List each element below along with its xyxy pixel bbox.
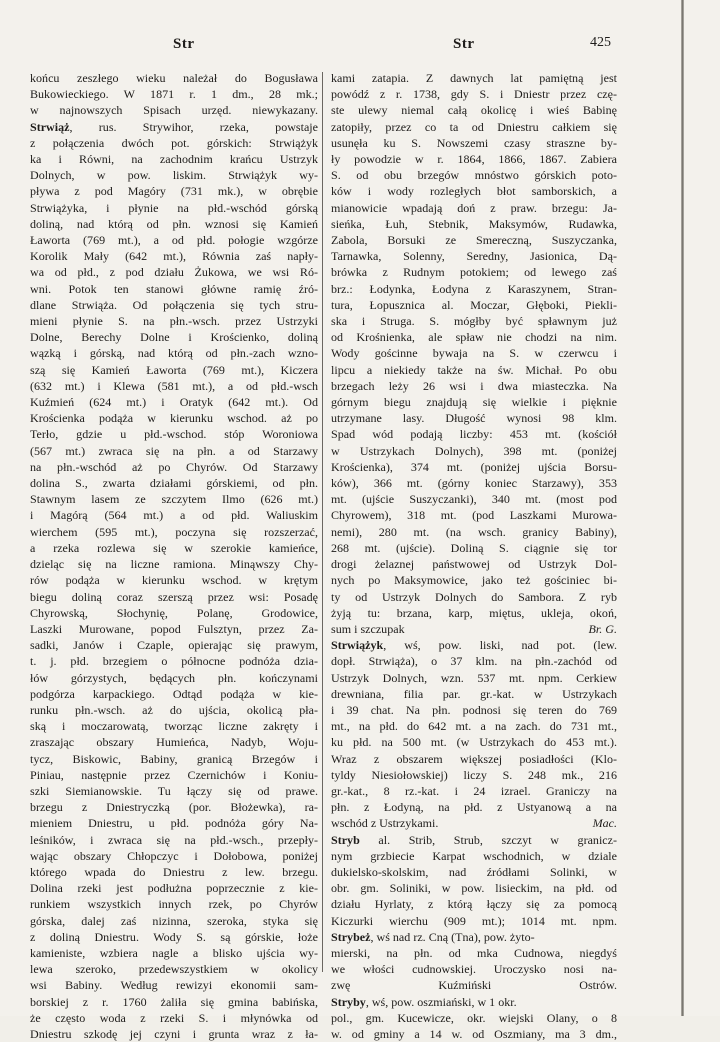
line-text: Dniestru szkodę jej czyni i grunta wraz z ła- [30,1026,318,1041]
line-text: t. j. płd. brzegiem o północne podnóża dzia- [30,654,318,669]
text-line [30,135,318,151]
line-text: mierski, na płn. od mka Cudnowa, niegdyś [331,945,617,960]
text-line [30,734,318,750]
line-text: tycz, Biskowic, Babiny, granicą Brzegów i [30,751,318,766]
text-line [30,913,318,929]
line-text: (632 mt.) i Klewa (581 mt.), a od płd.-wsch [30,378,318,393]
entry-headword: Strybeż [331,929,371,944]
text-line [331,637,617,653]
entry-headword: Stryb [331,832,360,847]
line-text: wni. Potok ten stanowi główne ramię źró- [30,281,318,296]
text-line [30,637,318,653]
line-text: w. od gminy a 14 w. od Oszmiany, ma 3 dm., [331,1026,617,1041]
line-text: borskiej z r. 1760 żaliła się gmina babińska, [30,994,318,1009]
text-line [30,751,318,767]
text-line [331,378,617,394]
text-line [331,475,617,491]
text-line [30,686,318,702]
text-line [30,961,318,977]
line-text: ka i Równi, na zachodnim krańcu Ustrzyk [30,152,318,167]
line-text: Tarnawka, Solenny, Seredny, Jasionica, Dą- [331,249,617,264]
text-line [331,524,617,540]
line-text: brówka z Rudnym potokiem; od lewego zaś [331,265,617,280]
text-line [30,799,318,815]
text-line [331,329,617,345]
line-text: Wraz z obszarem większej posiadłości (Klo- [331,751,617,766]
line-text: na płn.-wschód aż po Chyrów. Od Starzawy [30,459,318,474]
text-line [30,491,318,507]
line-text: zatopiły, przez co ta od Dniestru całkiem się [331,119,617,134]
line-text: kamieniste, wzbiera nagle a blisko ujścia wy- [30,945,318,960]
text-line [30,572,318,588]
line-text: szą się Kamień Ławorta (769 mt.), Kiczera [30,362,318,377]
text-line [331,362,617,378]
text-line [30,394,318,410]
line-text: tyldy Niesiołowskiej) liczy S. 248 mk., 216 [331,767,617,782]
text-line [30,929,318,945]
text-line [30,670,318,686]
text-line [30,410,318,426]
text-line [331,507,617,523]
line-text: i Magórą (564 mt.) a od płd. Waliuskim [30,508,318,523]
text-line [30,605,318,621]
text-line [331,589,617,605]
text-line [331,994,617,1010]
line-text: (567 mt.) zwraca się na płn. a od Starzawy [30,443,318,458]
text-line [331,443,617,459]
text-line [30,589,318,605]
line-text: z połączenia dwóch pot. górskich: Strwiążyk [30,135,318,150]
text-line [331,200,617,216]
line-text: Terło, gdzie u płd.-wschod. stóp Woroniowa [30,427,318,442]
line-text: , wś nad rz. Cną (Tna), pow. żyto- [370,929,535,944]
line-text: Ustrzyk Dolnych, wzn. 537 mt. npm. Cerkiew [331,670,617,685]
text-line [30,783,318,799]
text-line [30,426,318,442]
line-text: pol., gm. Kucewicze, okr. wiejski Olany, o 8 [331,1010,617,1025]
line-text: ków), 366 mt. (górny koniec Starzawy), 353 [331,476,617,491]
text-line [30,524,318,540]
line-text: runku płn.-wsch. aż do ujścia, okolicą pła- [30,702,318,717]
line-text: ków i wody rozległych błot samborskich, a [331,184,617,199]
text-line [331,167,617,183]
text-line [30,475,318,491]
text-line [331,151,617,167]
line-text: we włości cudnowskiej. Uroczysko nosi na- [331,962,617,977]
text-line [331,799,617,815]
line-text: , wś, pow. oszmiański, w 1 okr. [365,994,517,1009]
line-text: ską i moczarowatą, tworząc liczne zakręty i [30,719,318,734]
text-line [331,702,617,718]
line-text: dukielsko-skolskim, nad źródłami Solinki, w [331,864,617,879]
line-text: Bukowieckiego. W 1871 r. 1 dm., 28 mk.; [30,87,318,102]
text-line [30,345,318,361]
text-line [331,70,617,86]
text-line [30,767,318,783]
line-text: S. od obu brzegów mnóstwo górskich poto- [331,168,617,183]
line-text: tura, Łopusznica al. Moczar, Głęboki, Piekli- [331,297,617,312]
text-line [331,751,617,767]
line-text: łów górzystych, będących płn. kończynami [30,670,318,685]
text-line [331,540,617,556]
line-text: powódź z r. 1738, gdy S. i Dniestr przez czę- [331,87,617,102]
line-text: nemi), 280 mt. (na wsch. granicy Babiny), [331,524,617,539]
text-line [331,896,617,912]
text-line [30,556,318,572]
text-line [331,119,617,135]
line-text: górnym biegu znajdują się wielkie i pięknie [331,395,617,410]
line-text: rów podąża w kierunku wschod. w krętym [30,573,318,588]
text-line [331,459,617,475]
line-text: dlane Strwiąża. Od połączenia się tych stru- [30,297,318,312]
text-line [30,248,318,264]
line-text: działu Hyrlaty, z którą łączy się za pomocą [331,897,617,912]
line-text: że często woda z rzeki S. i młynówka od [30,1010,318,1025]
line-text: drogi żelaznej państwowej od Ustrzyk Dol- [331,557,617,572]
text-line [30,183,318,199]
text-line [331,264,617,280]
line-text: mt. (ujście Suszyczanki), 340 mt. (most pod [331,492,617,507]
text-line [331,605,617,621]
text-line [30,216,318,232]
line-text: leśników, i zwraca się na płd.-wsch., przepły- [30,832,318,847]
text-line [30,281,318,297]
line-text: 268 mt. (ujście). Doliną S. ciągnie się tor [331,540,617,555]
line-text: nym grzbiecie Karpat wschodnich, w dziale [331,848,617,863]
entry-headword: Stryby [331,994,366,1009]
text-line [30,896,318,912]
line-text: zraszając obszary Humieńca, Nadyb, Woju- [30,735,318,750]
running-head-right: Str [453,36,475,52]
line-text: górska, dalej zaś nizinna, szeroka, styka się [30,913,318,928]
line-text: sum i szczupak [331,621,405,636]
line-text: i 39 chat. Na płn. podnosi się teren do 769 [331,702,617,717]
line-text: runkiem wszystkich innych rzek, po Chyrów [30,897,318,912]
line-text: ska i Struga. S. mógłby być spławnym już [331,314,617,329]
column-divider [322,72,323,972]
text-line [331,394,617,410]
line-text: drewniana, filia par. gr.-kat. w Ustrzykach [331,686,617,701]
text-line [30,815,318,831]
text-line [331,880,617,896]
text-line [30,718,318,734]
text-line [30,880,318,896]
line-text: al. Strib, Strub, szczyt w granicz- [359,832,617,847]
page-number: 425 [590,35,611,50]
text-line [30,832,318,848]
text-line [331,686,617,702]
text-line [30,1010,318,1026]
line-text: Chyrowem), 318 mt. (pod Laszkami Murowa- [331,508,617,523]
line-text: Wody gościnne bywaja na S. w czerwcu i [331,346,617,361]
line-text: szki Siemianowskie. Tu łączy się od prawe. [30,783,318,798]
left-column [30,70,318,1042]
text-line [331,345,617,361]
text-line [30,86,318,102]
right-column [331,70,617,1042]
line-text: wązką i górską, nad którą od płn.-zach wzno- [30,346,318,361]
entry-headword: Strwiąż [30,119,70,134]
line-text: sadki, Janów i Czaple, opierając się prawym, [30,638,318,653]
line-text: podgórza karpackiego. Odtąd podąża w kie- [30,686,318,701]
line-text: brzegach leży 26 wsi i dwa miasteczka. Na [331,378,617,393]
line-text: Piniau, następnie przez Czernichów i Koniu- [30,767,318,782]
text-line [30,119,318,135]
line-text: Dolne, Berechy Dolne i Krościenko, doliną [30,330,318,345]
line-text: mieniem Dniestru, u płd. podnóża góry Na- [30,816,318,831]
line-text: obr. gm. Soliniki, w pow. lisieckim, na płd. od [331,881,617,896]
text-line [30,362,318,378]
line-text: ku płd. na 500 mt. (w Ustrzykach do 453 mt.). [331,735,617,750]
line-text: od Krośnienka, ale spław nie chodzi na nim. [331,330,617,345]
text-line [331,297,617,313]
line-text: zwę Kuźmiński Ostrów. [331,978,617,993]
line-text: Chyrowską, Słochynię, Polanę, Grodowice, [30,605,318,620]
line-text: Krościenka), 374 mt. (poniżej ujścia Borsu- [331,459,617,474]
text-line [331,848,617,864]
text-line [331,1026,617,1042]
line-text: Kiczurki wierchu (909 mt.); 1014 mt. npm. [331,913,617,928]
line-text: biegu doliną coraz szerszą przez wsi: Posadę [30,589,318,604]
text-line [30,977,318,993]
text-line [30,378,318,394]
line-text: nych po Maksymowice, jako też gościniec bi- [331,573,617,588]
text-line [331,232,617,248]
line-text: Krościenka podąża w kierunku wschod. aż po [30,411,318,426]
line-text: sieńka, Łuh, Stebnik, Maksymów, Rudawka, [331,216,617,231]
book-spine-shadow [681,0,684,1016]
text-line [331,718,617,734]
text-line [331,281,617,297]
text-line [331,410,617,426]
text-line [30,702,318,718]
line-text: Stawnym lasem ze szczytem Ilmo (626 mt.) [30,492,318,507]
line-text: pływa z pod Magóry (731 mk.), w obrębie [30,184,318,199]
line-text: w najnowszych Spisach urzęd. niewykazany. [30,103,318,118]
author-signature: Br. G. [588,621,617,636]
text-line [30,994,318,1010]
line-text: Dolina rzeki jest podłużna poprzecznie z kie- [30,881,318,896]
running-head-left: Str [173,36,195,52]
text-line [331,491,617,507]
line-text: dopł. Strwiąża), o 37 klm. na płn.-zachód od [331,654,617,669]
text-line [331,183,617,199]
text-line [331,135,617,151]
text-line [331,945,617,961]
text-line [30,507,318,523]
text-line [331,913,617,929]
line-text: wając obszary Chłopczyc i Dołobowa, poniżej [30,848,318,863]
text-line [331,929,617,945]
text-line [30,540,318,556]
line-text: wa od płd., z pod działu Żukowa, we wsi Ró- [30,265,318,280]
line-text: żyją tu: brzana, karp, miętus, ukleja, okoń, [331,605,617,620]
line-text: mieni płynie S. na płn.-wsch. przez Ustrzyki [30,314,318,329]
text-line [331,248,617,264]
text-line [30,297,318,313]
text-line [30,329,318,345]
text-line [30,653,318,669]
text-line [331,815,617,831]
line-text: Dolnych, w pow. liskim. Strwiążyk wy- [30,168,318,183]
text-line [331,572,617,588]
text-line [30,70,318,86]
line-text: Kuźmień (624 mt.) i Oratyk (642 mt.). Od [30,395,318,410]
text-line [331,767,617,783]
text-line [30,459,318,475]
line-text: wschód z Ustrzykami. [331,816,439,831]
line-text: wierchem (595 mt.), poczyna się rozszerzać, [30,524,318,539]
text-line [30,443,318,459]
text-line [30,621,318,637]
text-line [331,864,617,880]
text-line [30,313,318,329]
line-text: ły powodzie w r. 1864, 1866, 1867. Zabiera [331,152,617,167]
line-text: ste ulewy niemal całą okolicę i wieś Babinę [331,103,617,118]
line-text: utrzymane lasy. Długość wynosi 98 klm. [331,411,617,426]
line-text: , wś, pow. liski, nad pot. (lew. [383,638,617,653]
text-line [30,945,318,961]
line-text: a rzeka rozlewa się w szerokie kamieńce, [30,540,318,555]
line-text: , rus. Strywihor, rzeka, powstaje [69,119,318,134]
line-text: usunęła ku S. Nowszemi czasy straszne by- [331,135,617,150]
line-text: ty od Ustrzyk Dolnych do Sambora. Z ryb [331,589,617,604]
line-text: gr.-kat., 8 rz.-kat. i 24 izrael. Graniczy na [331,783,617,798]
text-line [30,1026,318,1042]
line-text: w Ustrzykach Dolnych), 398 mt. (poniżej [331,443,617,458]
line-text: Korolik Mały (642 mt.), Równia zaś napły- [30,249,318,264]
text-line [331,653,617,669]
line-text: lewa szeroko, przedewszystkiem w okolicy [30,962,318,977]
line-text: z doliną Dniestru. Wody S. są górskie, łoże [30,929,318,944]
text-line [331,977,617,993]
line-text: doliną, nad którą od płn. wznosi się Kamień [30,216,318,231]
line-text: którego wpada do Dniestru z lew. brzegu. [30,864,318,879]
line-text: brz.: Łodynka, Łodyna z Karaszynem, Stran- [331,281,617,296]
text-line [30,264,318,280]
text-line [331,426,617,442]
line-text: Zabola, Borsuki ze Smereczną, Suszyczanka, [331,233,617,248]
text-line [30,200,318,216]
text-line [30,102,318,118]
line-text: Laszki Murowane, popod Fulsztyn, przez Za- [30,621,318,636]
text-line [331,670,617,686]
line-text: dolina S., zwarta działami górskiemi, od płn. [30,476,318,491]
line-text: mianowicie wpadają doń z praw. brzegu: Ja- [331,200,617,215]
text-line [30,232,318,248]
line-text: Strwiążyka, i płynie na płd.-wschód górską [30,200,318,215]
line-text: dzieląc się na liczne ramiona. Minąwszy Chy- [30,557,318,572]
text-line [331,621,617,637]
entry-headword: Strwiążyk [331,638,384,653]
line-text: końcu zeszłego wieku należał do Bogusława [30,71,318,85]
text-line [331,556,617,572]
text-line [331,313,617,329]
text-line [30,151,318,167]
text-line [331,734,617,750]
line-text: brzegu z Dniestryczką (por. Błożewka), ra- [30,800,318,815]
text-line [331,216,617,232]
text-line [331,783,617,799]
text-line [30,167,318,183]
text-line [30,848,318,864]
line-text: wsi Babiny. Według rewizyi ekonomii sam- [30,978,318,993]
line-text: lipcu a niekiedy także na św. Michał. Po obu [331,362,617,377]
text-line [30,864,318,880]
text-line [331,961,617,977]
text-line [331,102,617,118]
author-signature: Mac. [592,816,617,831]
line-text: Ławorta (769 mt.), a od płd. połogie wzgórze [30,233,318,248]
line-text: płn. z Łodyną, na płd. z Ustyanową a na [331,800,617,815]
text-line [331,832,617,848]
text-line [331,86,617,102]
line-text: mt., na płd. do 642 mt. a na zach. do 731 mt., [331,719,617,734]
line-text: Spad wód podają liczby: 453 mt. (kościół [331,427,617,442]
text-line [331,1010,617,1026]
line-text: kami zatapia. Z dawnych lat pamiętną jest [331,71,617,85]
